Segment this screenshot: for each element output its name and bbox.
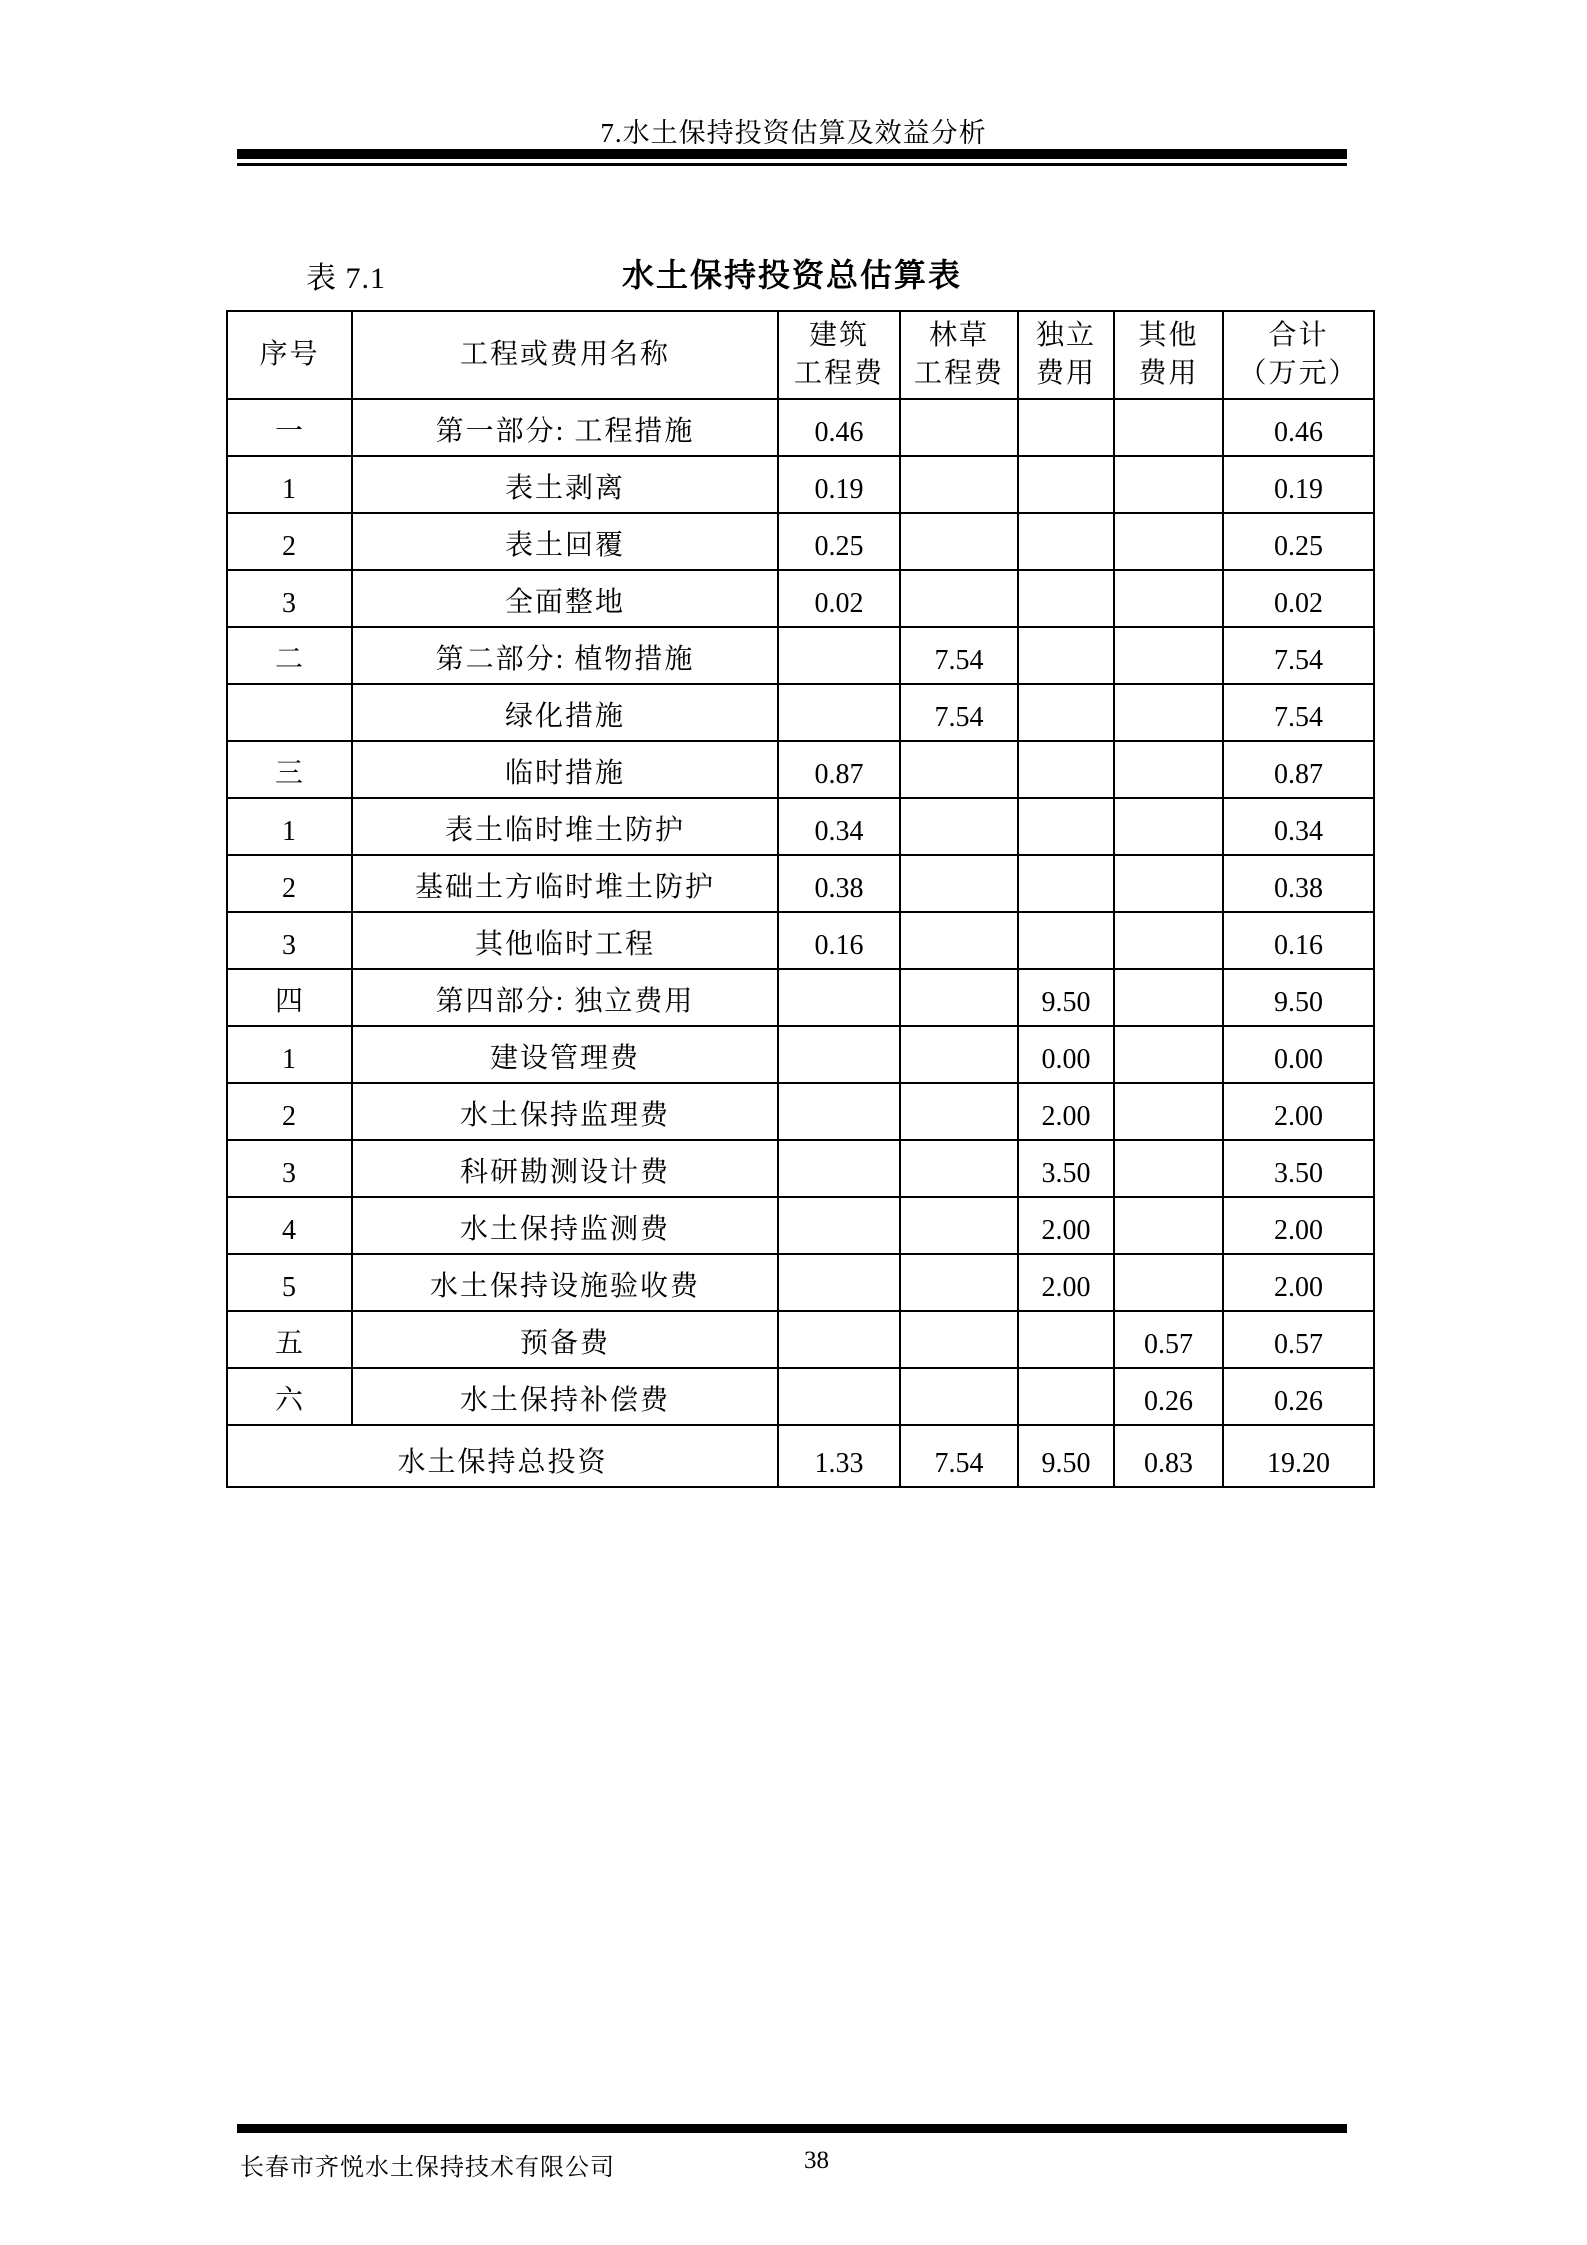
col-header-text: 费用 [1035, 358, 1096, 389]
cell-vegetation-fee [900, 1311, 1018, 1368]
table-row [227, 741, 1374, 798]
cell-total: 0.38 [1223, 855, 1374, 912]
cell-other-fee [1114, 1083, 1223, 1140]
cell-item-name: 表土临时堆土防护 [352, 798, 778, 855]
cell-construction-fee [778, 1254, 900, 1311]
table-row [227, 399, 1374, 456]
cell-serial: 1 [227, 456, 352, 513]
cell-serial [227, 684, 352, 741]
cell-construction-fee [778, 1197, 900, 1254]
cell-independent-fee [1018, 912, 1114, 969]
cell-independent-fee: 0.00 [1018, 1026, 1114, 1083]
table-row [227, 1311, 1374, 1368]
col-header-text: 工程费 [913, 358, 1004, 389]
cell-construction-fee: 0.16 [778, 912, 900, 969]
cell-serial: 1 [227, 1026, 352, 1083]
cell-total: 7.54 [1223, 627, 1374, 684]
cell-construction-fee [778, 1083, 900, 1140]
col-header-text: 费用 [1138, 358, 1199, 389]
col-header-vegetation-fee [900, 311, 1018, 399]
cell-item-name: 绿化措施 [352, 684, 778, 741]
col-header-text: 建筑 [808, 320, 869, 351]
cell-vegetation-fee: 7.54 [900, 627, 1018, 684]
cell-independent-fee [1018, 627, 1114, 684]
cell-independent-fee [1018, 798, 1114, 855]
cell-total: 0.26 [1223, 1368, 1374, 1425]
cell-other-fee [1114, 399, 1223, 456]
cell-other-fee: 0.26 [1114, 1368, 1223, 1425]
cell-independent-fee: 2.00 [1018, 1083, 1114, 1140]
cell-construction-fee [778, 1311, 900, 1368]
cell-item-name: 表土回覆 [352, 513, 778, 570]
table-body [227, 399, 1374, 1487]
page-number: 38 [804, 2147, 829, 2174]
cell-independent-fee [1018, 741, 1114, 798]
cell-other-fee [1114, 1026, 1223, 1083]
table-row [227, 1254, 1374, 1311]
cell-serial: 3 [227, 570, 352, 627]
cell-total: 0.19 [1223, 456, 1374, 513]
table-row [227, 1368, 1374, 1425]
cell-item-name: 水土保持补偿费 [352, 1368, 778, 1425]
col-header-name [352, 311, 778, 399]
cell-item-name: 临时措施 [352, 741, 778, 798]
cell-item-name: 全面整地 [352, 570, 778, 627]
cell-serial: 2 [227, 513, 352, 570]
cell-vegetation-fee [900, 1140, 1018, 1197]
cell-construction-fee: 1.33 [778, 1425, 900, 1487]
footer-rule [237, 2124, 1347, 2133]
cell-serial: 2 [227, 855, 352, 912]
cell-other-fee [1114, 1197, 1223, 1254]
table-row [227, 855, 1374, 912]
cell-vegetation-fee [900, 399, 1018, 456]
cell-independent-fee: 2.00 [1018, 1197, 1114, 1254]
cell-construction-fee: 0.25 [778, 513, 900, 570]
cell-other-fee [1114, 684, 1223, 741]
cell-item-name: 其他临时工程 [352, 912, 778, 969]
cell-vegetation-fee: 7.54 [900, 1425, 1018, 1487]
table-row [227, 912, 1374, 969]
table-number-label: 表 7.1 [306, 262, 386, 295]
header-double-rule [237, 149, 1347, 166]
col-header-text: 林草 [928, 320, 989, 351]
cell-total: 2.00 [1223, 1083, 1374, 1140]
cell-independent-fee: 2.00 [1018, 1254, 1114, 1311]
cell-construction-fee: 0.87 [778, 741, 900, 798]
table-caption [237, 250, 1347, 295]
cell-total: 0.46 [1223, 399, 1374, 456]
cell-other-fee: 0.83 [1114, 1425, 1223, 1487]
cell-other-fee [1114, 627, 1223, 684]
cell-item-name: 预备费 [352, 1311, 778, 1368]
cell-other-fee [1114, 741, 1223, 798]
cell-serial: 1 [227, 798, 352, 855]
cell-vegetation-fee [900, 570, 1018, 627]
cell-independent-fee [1018, 513, 1114, 570]
cell-other-fee: 0.57 [1114, 1311, 1223, 1368]
table-title: 水土保持投资总估算表 [621, 257, 962, 293]
cell-total: 0.87 [1223, 741, 1374, 798]
col-header-other-fee [1114, 311, 1223, 399]
cell-vegetation-fee [900, 969, 1018, 1026]
cell-total: 0.16 [1223, 912, 1374, 969]
cell-independent-fee [1018, 456, 1114, 513]
footer-company-name: 长春市齐悦水土保持技术有限公司 [240, 2155, 615, 2181]
col-header-serial [227, 311, 352, 399]
cell-construction-fee: 0.46 [778, 399, 900, 456]
col-header-construction-fee [778, 311, 900, 399]
cell-other-fee [1114, 1140, 1223, 1197]
cell-total: 2.00 [1223, 1254, 1374, 1311]
table-row [227, 798, 1374, 855]
cell-total: 0.00 [1223, 1026, 1374, 1083]
cell-construction-fee: 0.19 [778, 456, 900, 513]
cell-vegetation-fee [900, 456, 1018, 513]
cell-total: 0.02 [1223, 570, 1374, 627]
cell-vegetation-fee: 7.54 [900, 684, 1018, 741]
cell-total: 0.25 [1223, 513, 1374, 570]
table-row [227, 1197, 1374, 1254]
cell-vegetation-fee [900, 1197, 1018, 1254]
cell-total: 9.50 [1223, 969, 1374, 1026]
cell-item-name: 科研勘测设计费 [352, 1140, 778, 1197]
cell-total: 19.20 [1223, 1425, 1374, 1487]
cell-total: 3.50 [1223, 1140, 1374, 1197]
col-header-total [1223, 311, 1374, 399]
cell-other-fee [1114, 513, 1223, 570]
cell-other-fee [1114, 1254, 1223, 1311]
table-row [227, 627, 1374, 684]
col-header-text: 序号 [259, 339, 320, 370]
cell-other-fee [1114, 969, 1223, 1026]
cell-other-fee [1114, 912, 1223, 969]
cell-vegetation-fee [900, 513, 1018, 570]
table-row [227, 1026, 1374, 1083]
cell-construction-fee [778, 1026, 900, 1083]
cell-vegetation-fee [900, 1083, 1018, 1140]
table-row [227, 1140, 1374, 1197]
cell-other-fee [1114, 570, 1223, 627]
cell-vegetation-fee [900, 1026, 1018, 1083]
cell-total-label: 水土保持总投资 [227, 1425, 778, 1487]
cell-construction-fee: 0.34 [778, 798, 900, 855]
cell-serial: 二 [227, 627, 352, 684]
cell-item-name: 水土保持设施验收费 [352, 1254, 778, 1311]
cell-item-name: 基础土方临时堆土防护 [352, 855, 778, 912]
cell-independent-fee [1018, 1311, 1114, 1368]
cell-other-fee [1114, 855, 1223, 912]
table-row [227, 1083, 1374, 1140]
cell-serial: 3 [227, 912, 352, 969]
cell-total: 0.34 [1223, 798, 1374, 855]
running-header: 7.水土保持投资估算及效益分析 [600, 118, 987, 148]
table-row [227, 513, 1374, 570]
table-header-row [227, 311, 1374, 399]
cell-independent-fee: 3.50 [1018, 1140, 1114, 1197]
cell-vegetation-fee [900, 855, 1018, 912]
table-row [227, 456, 1374, 513]
col-header-text: 独立 [1035, 320, 1096, 351]
cell-serial: 3 [227, 1140, 352, 1197]
cell-vegetation-fee [900, 1368, 1018, 1425]
cell-independent-fee [1018, 855, 1114, 912]
cell-construction-fee [778, 969, 900, 1026]
cell-vegetation-fee [900, 798, 1018, 855]
cell-vegetation-fee [900, 1254, 1018, 1311]
table-header [227, 311, 1374, 399]
table-row [227, 684, 1374, 741]
cell-total: 2.00 [1223, 1197, 1374, 1254]
cell-construction-fee: 0.38 [778, 855, 900, 912]
cell-serial: 5 [227, 1254, 352, 1311]
cell-total: 7.54 [1223, 684, 1374, 741]
cell-independent-fee: 9.50 [1018, 1425, 1114, 1487]
cell-item-name: 第一部分: 工程措施 [352, 399, 778, 456]
cell-construction-fee [778, 684, 900, 741]
cell-total: 0.57 [1223, 1311, 1374, 1368]
cell-item-name: 水土保持监理费 [352, 1083, 778, 1140]
col-header-independent-fee [1018, 311, 1114, 399]
table-row [227, 570, 1374, 627]
cell-vegetation-fee [900, 741, 1018, 798]
cell-serial: 4 [227, 1197, 352, 1254]
cell-item-name: 第二部分: 植物措施 [352, 627, 778, 684]
cell-construction-fee [778, 627, 900, 684]
col-header-text: 工程费 [793, 358, 884, 389]
col-header-text: 合计 [1268, 320, 1329, 351]
cell-item-name: 第四部分: 独立费用 [352, 969, 778, 1026]
cell-other-fee [1114, 456, 1223, 513]
cell-construction-fee [778, 1140, 900, 1197]
cell-serial: 三 [227, 741, 352, 798]
cell-independent-fee [1018, 684, 1114, 741]
cell-item-name: 水土保持监测费 [352, 1197, 778, 1254]
cell-independent-fee [1018, 1368, 1114, 1425]
cell-serial: 一 [227, 399, 352, 456]
col-header-text: 其他 [1138, 320, 1199, 351]
cell-serial: 2 [227, 1083, 352, 1140]
cell-independent-fee: 9.50 [1018, 969, 1114, 1026]
cell-construction-fee: 0.02 [778, 570, 900, 627]
cell-serial: 六 [227, 1368, 352, 1425]
cell-vegetation-fee [900, 912, 1018, 969]
cell-item-name: 表土剥离 [352, 456, 778, 513]
cell-other-fee [1114, 798, 1223, 855]
cell-serial: 四 [227, 969, 352, 1026]
cell-independent-fee [1018, 570, 1114, 627]
table-total-row [227, 1425, 1374, 1487]
col-header-text: （万元） [1238, 358, 1359, 389]
investment-estimate-table [226, 310, 1375, 1488]
col-header-text: 工程或费用名称 [459, 339, 670, 370]
cell-serial: 五 [227, 1311, 352, 1368]
table-row [227, 969, 1374, 1026]
cell-independent-fee [1018, 399, 1114, 456]
cell-construction-fee [778, 1368, 900, 1425]
cell-item-name: 建设管理费 [352, 1026, 778, 1083]
